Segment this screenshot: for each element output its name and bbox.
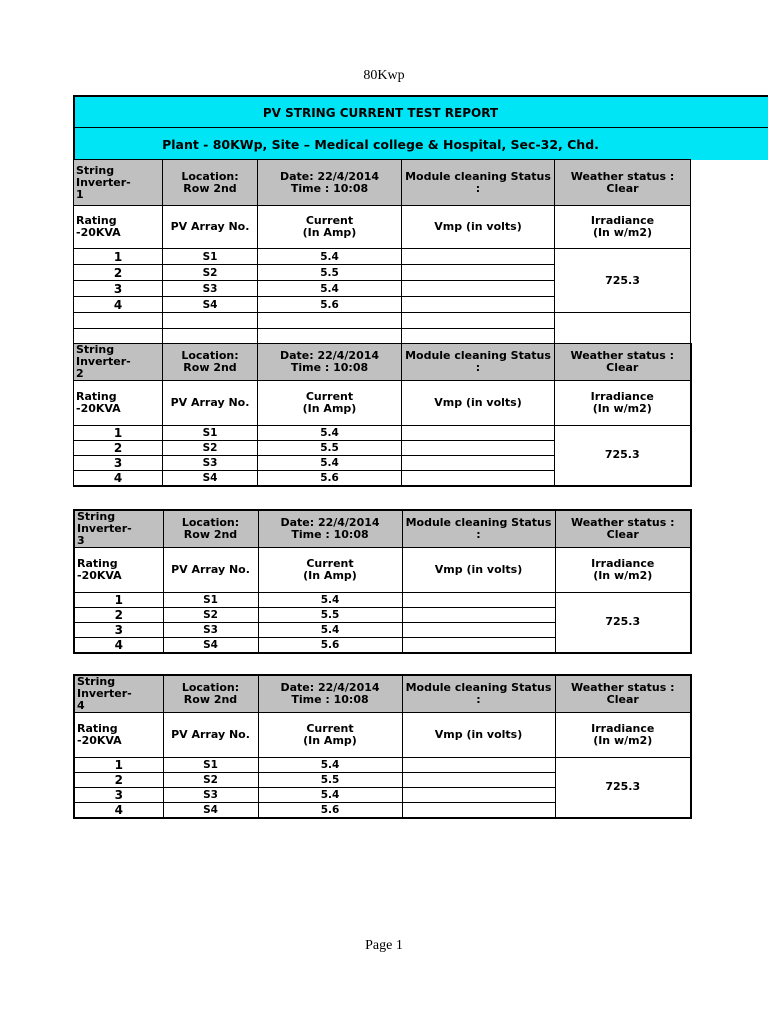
pv-array-id: S3 (163, 623, 258, 638)
vmp-value (402, 426, 555, 441)
block-subheader-row (74, 206, 691, 249)
weather-header: Weather status : Clear (555, 344, 691, 381)
inverter-block-2 (73, 343, 692, 487)
string-number: 3 (74, 456, 163, 471)
rating-label: Rating -20KVA (74, 713, 163, 758)
irradiance-header: Irradiance (In w/m2) (555, 548, 691, 593)
block-header-row (74, 160, 691, 206)
empty-cell (555, 313, 691, 345)
pv-array-id: S1 (163, 758, 258, 773)
inverter-label: String Inverter- 1 (74, 160, 163, 206)
table-row (74, 593, 691, 608)
block-subheader-row (74, 713, 691, 758)
string-number: 3 (74, 623, 163, 638)
pv-array-id: S3 (163, 788, 258, 803)
current-value: 5.4 (258, 281, 402, 297)
vmp-value (402, 441, 555, 456)
vmp-value (402, 758, 555, 773)
location-header: Location: Row 2nd (163, 160, 258, 206)
string-number: 2 (74, 608, 163, 623)
block-subheader-row (74, 548, 691, 593)
current-value: 5.4 (258, 249, 402, 265)
irradiance-value: 725.3 (555, 758, 691, 818)
current-value: 5.6 (258, 803, 402, 818)
plant-info-band (73, 127, 768, 160)
empty-row (74, 313, 691, 329)
table-row (74, 758, 691, 773)
current-header: Current (In Amp) (258, 206, 402, 249)
pv-array-id: S3 (163, 456, 258, 471)
string-number: 4 (74, 803, 163, 818)
block-subheader-row (74, 381, 691, 426)
date-time-header: Date: 22/4/2014 Time : 10:08 (258, 675, 402, 713)
table-row (74, 426, 691, 441)
weather-header: Weather status : Clear (555, 675, 691, 713)
current-value: 5.4 (258, 758, 402, 773)
module-cleaning-header: Module cleaning Status : (402, 675, 555, 713)
current-value: 5.5 (258, 773, 402, 788)
irradiance-value: 725.3 (555, 249, 691, 313)
string-number: 1 (74, 593, 163, 608)
irradiance-header: Irradiance (In w/m2) (555, 206, 691, 249)
string-number: 1 (74, 426, 163, 441)
pv-array-id: S2 (163, 773, 258, 788)
current-value: 5.5 (258, 441, 402, 456)
current-value: 5.6 (258, 471, 402, 486)
empty-cell (402, 313, 555, 329)
current-value: 5.6 (258, 638, 402, 653)
date-time-header: Date: 22/4/2014 Time : 10:08 (258, 344, 402, 381)
vmp-value (402, 456, 555, 471)
title-left-border (73, 95, 75, 160)
page-header: 80Kwp (363, 68, 405, 83)
pv-array-id: S4 (163, 803, 258, 818)
inverter-label: String Inverter- 2 (74, 344, 163, 381)
pv-array-id: S1 (163, 249, 258, 265)
current-header: Current (In Amp) (258, 548, 402, 593)
irradiance-value: 725.3 (555, 593, 691, 653)
vmp-header: Vmp (in volts) (402, 713, 555, 758)
vmp-value (402, 803, 555, 818)
inverter-block-3 (73, 509, 692, 654)
location-header: Location: Row 2nd (163, 675, 258, 713)
string-number: 3 (74, 281, 163, 297)
date-time-header: Date: 22/4/2014 Time : 10:08 (258, 510, 402, 548)
rating-label: Rating -20KVA (74, 548, 163, 593)
inverter-block-4 (73, 674, 692, 819)
block-header-row (74, 675, 691, 713)
pv-array-id: S1 (163, 593, 258, 608)
current-value: 5.6 (258, 297, 402, 313)
string-number: 4 (74, 471, 163, 486)
current-header: Current (In Amp) (258, 713, 402, 758)
page-footer: Page 1 (365, 938, 403, 953)
empty-cell (163, 313, 258, 329)
empty-cell (258, 313, 402, 329)
pv-array-header: PV Array No. (163, 548, 258, 593)
string-number: 4 (74, 638, 163, 653)
vmp-value (402, 297, 555, 313)
block-header-row (74, 344, 691, 381)
vmp-value (402, 773, 555, 788)
string-number: 4 (74, 297, 163, 313)
pv-array-id: S2 (163, 608, 258, 623)
current-value: 5.5 (258, 265, 402, 281)
pv-array-id: S2 (163, 441, 258, 456)
module-cleaning-header: Module cleaning Status : (402, 344, 555, 381)
string-number: 1 (74, 249, 163, 265)
current-value: 5.4 (258, 788, 402, 803)
current-value: 5.4 (258, 623, 402, 638)
vmp-value (402, 249, 555, 265)
irradiance-header: Irradiance (In w/m2) (555, 713, 691, 758)
weather-header: Weather status : Clear (555, 510, 691, 548)
report-title: PV STRING CURRENT TEST REPORT (262, 106, 499, 120)
string-number: 1 (74, 758, 163, 773)
vmp-value (402, 593, 555, 608)
string-number: 3 (74, 788, 163, 803)
vmp-value (402, 638, 555, 653)
pv-array-id: S4 (163, 638, 258, 653)
vmp-value (402, 788, 555, 803)
empty-cell (74, 313, 163, 329)
irradiance-value: 725.3 (555, 426, 691, 486)
report-title-band (73, 95, 768, 129)
vmp-value (402, 281, 555, 297)
location-header: Location: Row 2nd (163, 344, 258, 381)
rating-label: Rating -20KVA (74, 381, 163, 426)
vmp-value (402, 265, 555, 281)
location-header: Location: Row 2nd (163, 510, 258, 548)
plant-info: Plant - 80KWp, Site – Medical college & Hospital, Sec-32, Chd. (162, 136, 599, 152)
weather-header: Weather status : Clear (555, 160, 691, 206)
current-header: Current (In Amp) (258, 381, 402, 426)
vmp-header: Vmp (in volts) (402, 206, 555, 249)
pv-array-header: PV Array No. (163, 206, 258, 249)
pv-array-id: S1 (163, 426, 258, 441)
module-cleaning-header: Module cleaning Status : (402, 160, 555, 206)
current-value: 5.4 (258, 456, 402, 471)
vmp-value (402, 608, 555, 623)
pv-array-id: S3 (163, 281, 258, 297)
vmp-value (402, 623, 555, 638)
current-value: 5.4 (258, 426, 402, 441)
inverter-label: String Inverter- 4 (74, 675, 163, 713)
vmp-header: Vmp (in volts) (402, 381, 555, 426)
pv-array-header: PV Array No. (163, 713, 258, 758)
string-number: 2 (74, 265, 163, 281)
pv-array-id: S4 (163, 297, 258, 313)
pv-array-id: S4 (163, 471, 258, 486)
block-header-row (74, 510, 691, 548)
vmp-value (402, 471, 555, 486)
module-cleaning-header: Module cleaning Status : (402, 510, 555, 548)
irradiance-header: Irradiance (In w/m2) (555, 381, 691, 426)
string-number: 2 (74, 441, 163, 456)
pv-array-id: S2 (163, 265, 258, 281)
vmp-header: Vmp (in volts) (402, 548, 555, 593)
current-value: 5.4 (258, 593, 402, 608)
table-row (74, 249, 691, 265)
string-number: 2 (74, 773, 163, 788)
rating-label: Rating -20KVA (74, 206, 163, 249)
date-time-header: Date: 22/4/2014 Time : 10:08 (258, 160, 402, 206)
inverter-block-1 (73, 159, 691, 345)
current-value: 5.5 (258, 608, 402, 623)
inverter-label: String Inverter- 3 (74, 510, 163, 548)
pv-array-header: PV Array No. (163, 381, 258, 426)
